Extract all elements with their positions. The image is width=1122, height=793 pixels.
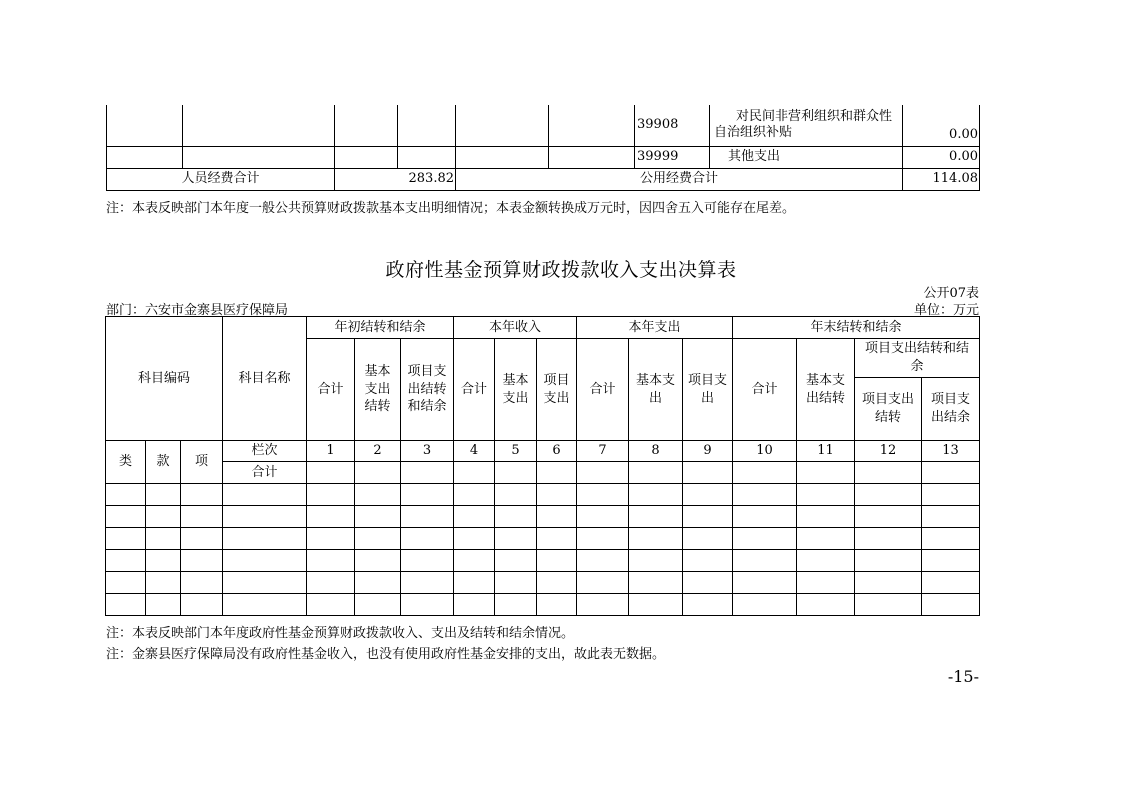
total-label: 合计 — [223, 462, 307, 484]
subject-code: 39999 — [635, 146, 710, 168]
table-row — [107, 105, 980, 146]
amount-cell: 0.00 — [903, 146, 980, 168]
header-category: 类 — [106, 441, 146, 484]
amount-cell: 0.00 — [903, 105, 980, 146]
column-number: 8 — [629, 441, 683, 462]
table-row — [106, 594, 980, 616]
column-number: 12 — [855, 441, 922, 462]
table-row — [106, 550, 980, 572]
header-expense: 本年支出 — [577, 317, 733, 339]
column-number: 9 — [683, 441, 733, 462]
page-number: -15- — [947, 667, 979, 686]
department-label: 部门：六安市金寨县医疗保障局 — [106, 303, 289, 318]
header-income: 本年收入 — [454, 317, 577, 339]
header-section: 款 — [146, 441, 181, 484]
header-basic-expense: 基本支出 — [629, 339, 683, 441]
header-subject-code: 科目编码 — [106, 317, 223, 441]
header-basic-carry: 基本支出结转 — [355, 339, 401, 441]
column-number: 10 — [733, 441, 797, 462]
column-number-row — [106, 441, 980, 462]
total-row — [107, 168, 980, 190]
subject-code: 39908 — [635, 105, 710, 146]
header-project-expense: 项目支出 — [683, 339, 733, 441]
personnel-total-value: 283.82 — [335, 168, 456, 190]
table-note: 注：本表反映部门本年度一般公共预算财政拨款基本支出明细情况；本表金额转换成万元时，因四舍五入可能存在尾差。 — [106, 201, 796, 216]
column-index-label: 栏次 — [223, 441, 307, 462]
header-begin-balance: 年初结转和结余 — [307, 317, 454, 339]
table-row — [107, 146, 980, 168]
header-end-basic-carry: 基本支出结转 — [797, 339, 855, 441]
header-basic-expense: 基本支出 — [495, 339, 537, 441]
header-end-project-surplus: 项目支出结余 — [922, 378, 980, 441]
column-number: 7 — [577, 441, 629, 462]
public-total-value: 114.08 — [903, 168, 980, 190]
column-number: 2 — [355, 441, 401, 462]
form-number: 公开07表 — [923, 286, 979, 301]
table-note: 注：金寨县医疗保障局没有政府性基金收入，也没有使用政府性基金安排的支出，故此表无数据。 — [106, 647, 666, 662]
header-total: 合计 — [577, 339, 629, 441]
unit-label: 单位：万元 — [913, 303, 979, 318]
header-subject-name: 科目名称 — [223, 317, 307, 441]
table-row — [106, 484, 980, 506]
header-total: 合计 — [454, 339, 495, 441]
column-number: 11 — [797, 441, 855, 462]
column-number: 6 — [537, 441, 577, 462]
column-number: 5 — [495, 441, 537, 462]
subject-name: 其他支出 — [710, 146, 903, 168]
header-row — [106, 317, 980, 339]
fund-budget-table — [105, 316, 980, 616]
header-total: 合计 — [733, 339, 797, 441]
subject-name: 对民间非营利组织和群众性自治组织补贴 — [710, 105, 903, 146]
column-number: 13 — [922, 441, 980, 462]
table-row — [106, 528, 980, 550]
header-item: 项 — [181, 441, 223, 484]
table-row — [106, 506, 980, 528]
public-total-label: 公用经费合计 — [456, 168, 903, 190]
column-number: 4 — [454, 441, 495, 462]
header-end-balance: 年末结转和结余 — [733, 317, 980, 339]
page-title: 政府性基金预算财政拨款收入支出决算表 — [385, 259, 737, 281]
table-note: 注：本表反映部门本年度政府性基金预算财政拨款收入、支出及结转和结余情况。 — [106, 626, 575, 641]
header-end-project-carry-over: 项目支出结转 — [855, 378, 922, 441]
column-number: 1 — [307, 441, 355, 462]
column-number: 3 — [401, 441, 454, 462]
expense-detail-table — [106, 105, 980, 191]
header-project-expense: 项目支出 — [537, 339, 577, 441]
header-total: 合计 — [307, 339, 355, 441]
header-project-carry: 项目支出结转和结余 — [401, 339, 454, 441]
total-row — [106, 462, 980, 484]
table-row — [106, 572, 980, 594]
header-end-project-carry: 项目支出结转和结余 — [855, 339, 980, 378]
personnel-total-label: 人员经费合计 — [107, 168, 335, 190]
